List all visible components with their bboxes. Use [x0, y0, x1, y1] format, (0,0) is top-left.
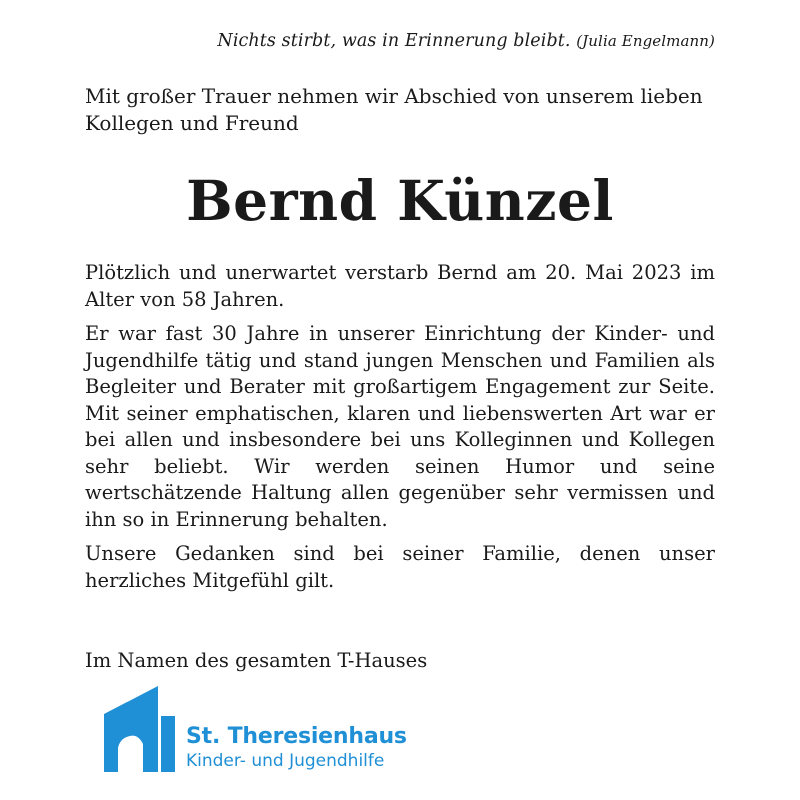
house-logo-icon [104, 686, 176, 772]
paragraph-death-notice: Plötzlich und unerwartet verstarb Bernd am 20. Mai 2023 im Alter von 58 Jahren. [85, 261, 715, 311]
logo-title: St. Theresienhaus [186, 724, 407, 749]
signoff-text: Im Namen des gesamten T-Hauses [85, 649, 428, 672]
paragraph-condolence: Unsere Gedanken sind bei seiner Familie, denen unser herzliches Mitgefühl gilt. [85, 542, 715, 592]
deceased-name: Bernd Künzel [186, 168, 614, 233]
body-text [85, 260, 715, 602]
motto-author: (Julia Engelmann) [576, 32, 715, 50]
motto-quote [217, 31, 715, 51]
motto-text: Nichts stirbt, was in Erinnerung bleibt. [217, 31, 571, 51]
logo-subtitle: Kinder- und Jugendhilfe [186, 751, 385, 771]
intro-text: Mit großer Trauer nehmen wir Abschied von unserem lieben Kollegen und Freund [85, 84, 703, 135]
organization-logo [104, 686, 424, 776]
paragraph-tribute: Er war fast 30 Jahre in unserer Einrichtung der Kinder- und Jugendhilfe tätig und stand jungen Menschen und Familien als Begleiter und Berater mit großartigem Engagement zur Seite. Mit seiner emphatischen, klaren und liebenswerten Art war er bei allen und insbesondere bei uns Kolleginnen und Kollegen sehr beliebt. Wir werden seinen Humor und seine wertschätzende Haltung allen gegenüber sehr vermissen und ihn so in Erinnerung behalten. [85, 322, 715, 531]
